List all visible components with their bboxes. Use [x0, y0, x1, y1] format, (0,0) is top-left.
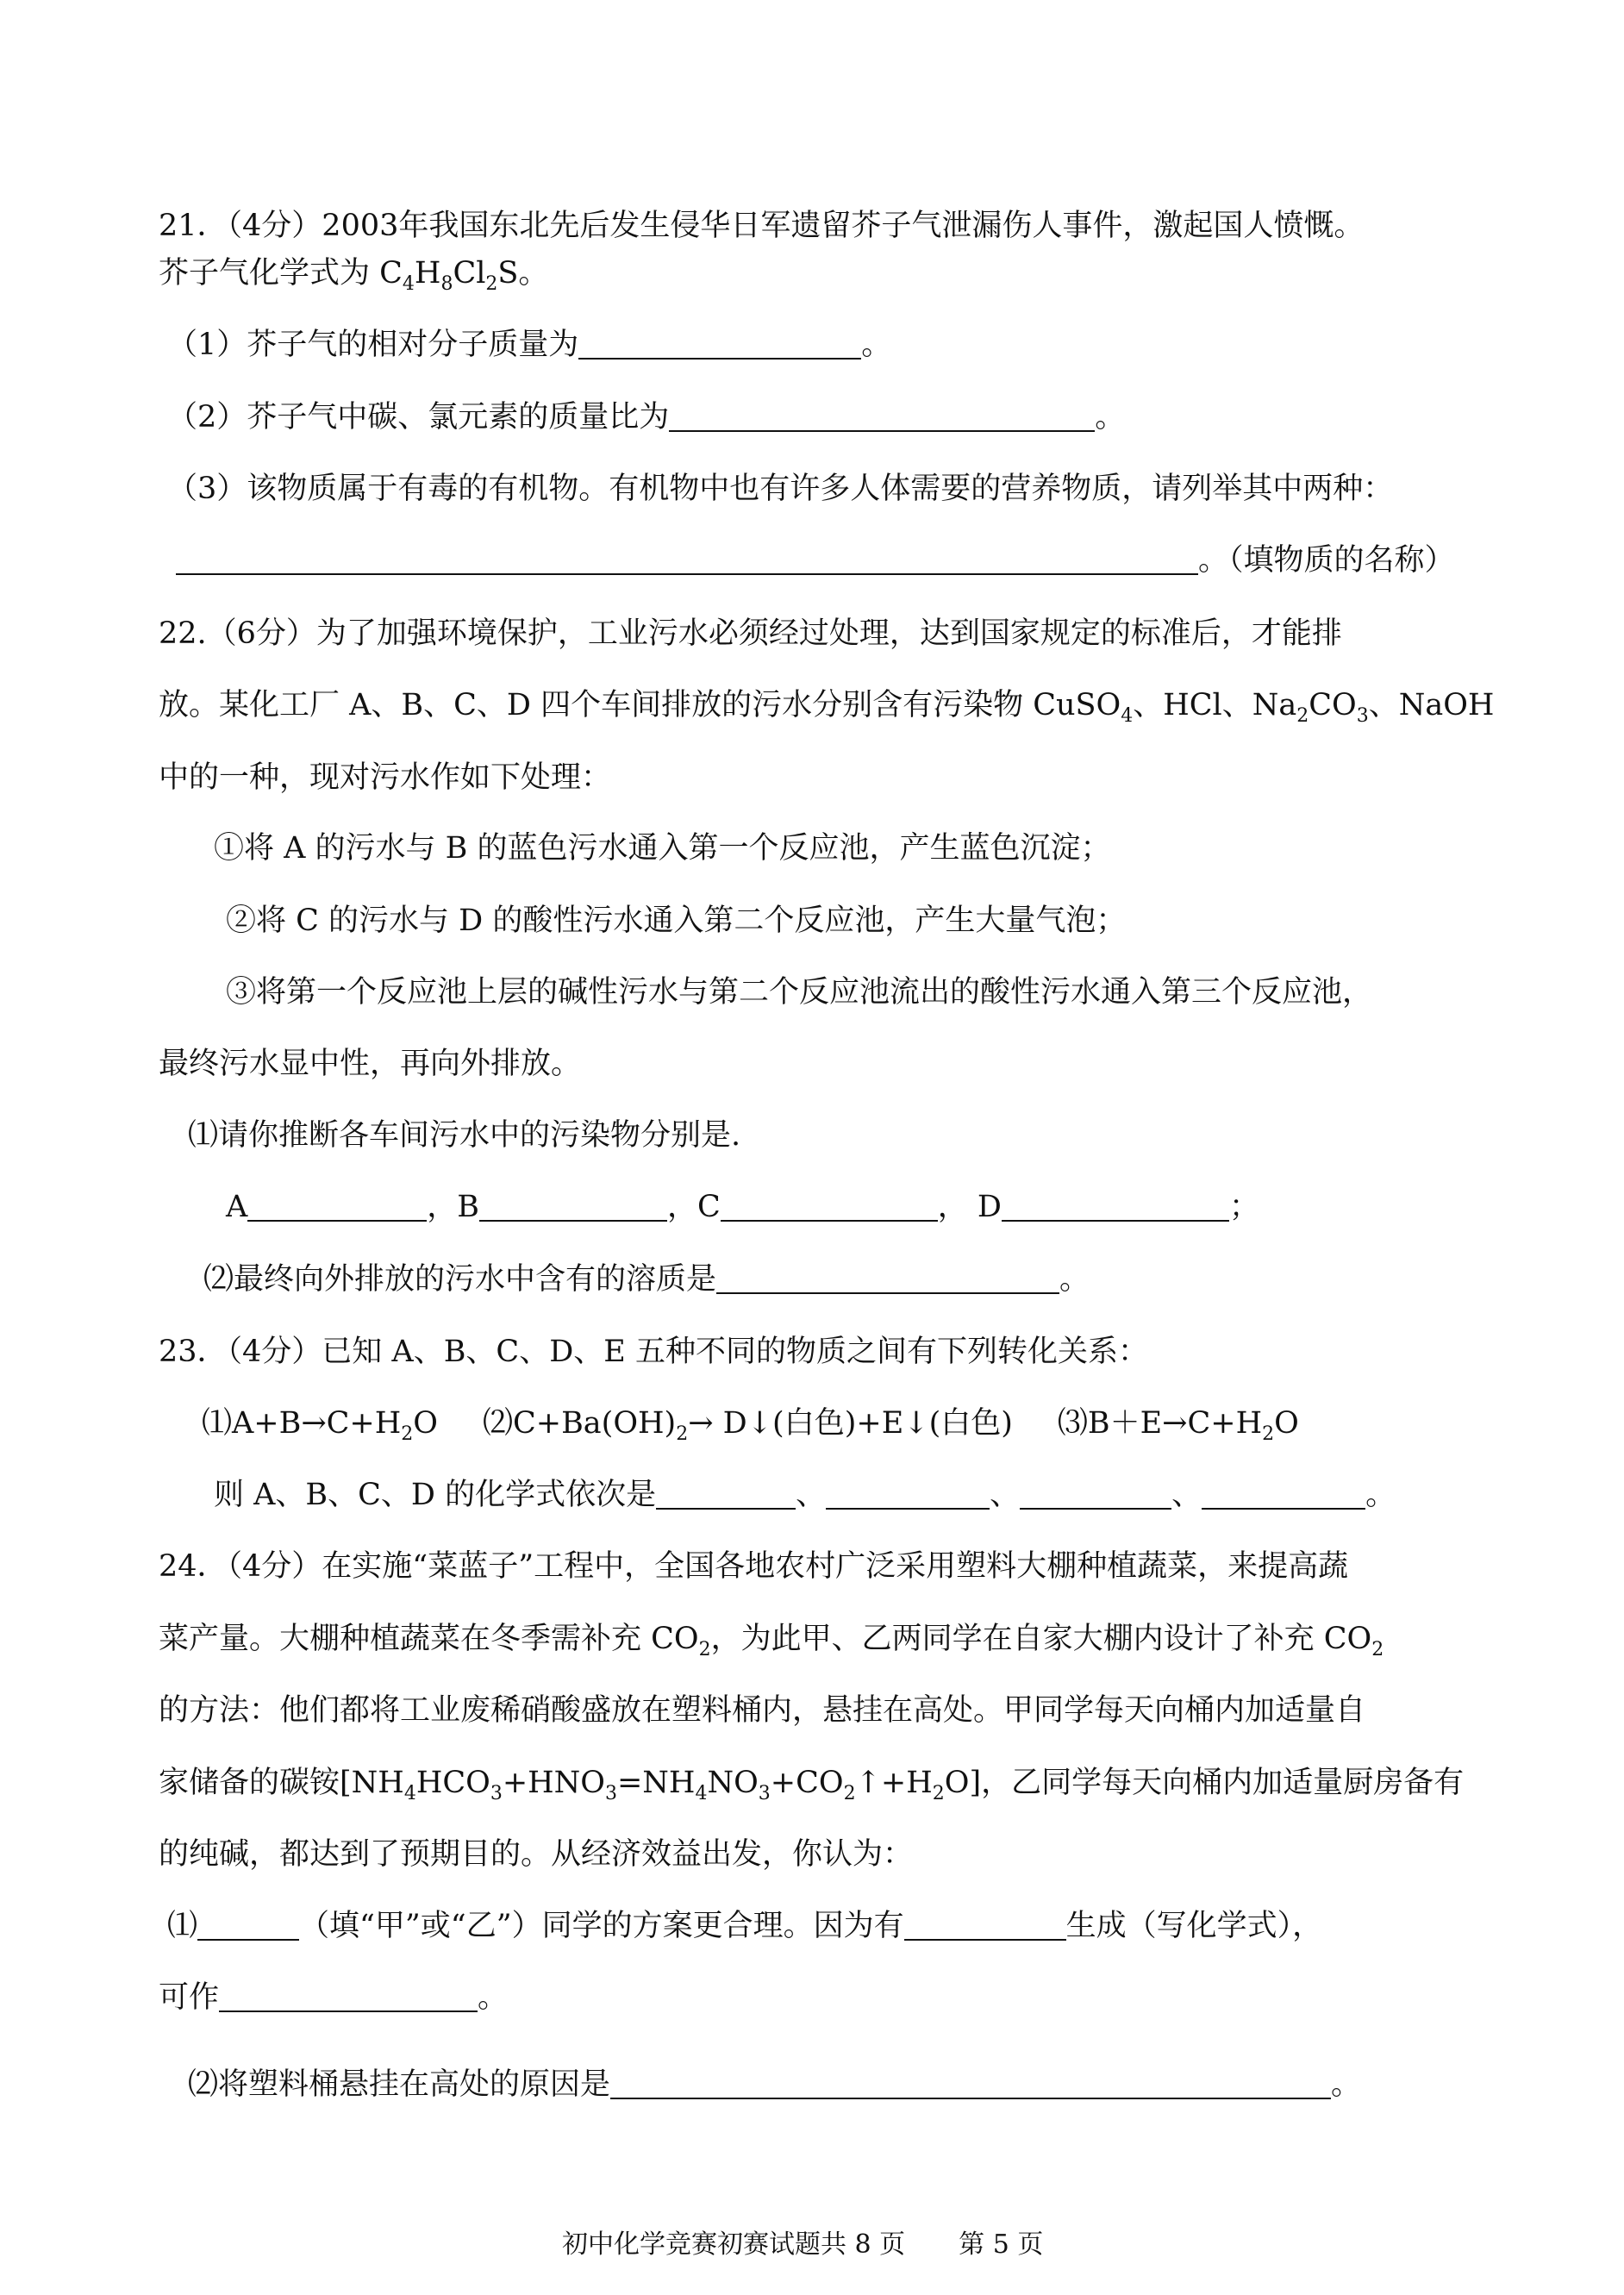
answer-blank[interactable]: [610, 2068, 1331, 2099]
answer-blank[interactable]: [826, 1479, 990, 1510]
q21-line-1: 21．（4分）2003年我国东北先后发生侵华日军遗留芥子气泄漏伤人事件，激起国人愤慨。: [159, 209, 1365, 243]
q22-step-2: ②将 C 的污水与 D 的酸性污水通入第二个反应池，产生大量气泡；: [226, 904, 1127, 938]
q24-line-5: 的纯碱，都达到了预期目的。从经济效益出发，你认为：: [159, 1837, 914, 1872]
q22-step-1: ①将 A 的污水与 B 的蓝色污水通入第一个反应池，产生蓝色沉淀；: [214, 831, 1111, 866]
q24-ask-2: ⑵将塑料桶悬挂在高处的原因是 。: [188, 2067, 1362, 2102]
q23-line-1: 23．（4分）已知 A、B、C、D、E 五种不同的物质之间有下列转化关系：: [159, 1335, 1148, 1369]
q24-line-4: 家储备的碳铵$[NH_4HCO_3+HNO_3=NH_4NO_3+CO_2↑+H_2O]$，乙同学每天向桶内加适量厨房备有: [159, 1766, 1465, 1804]
q21-part-3-answer: 。（填物质的名称）: [176, 540, 1455, 581]
answer-blank-d[interactable]: [1002, 1191, 1229, 1222]
answer-blank[interactable]: [1020, 1479, 1171, 1510]
answer-blank[interactable]: [1202, 1479, 1365, 1510]
q22-ask-1: ⑴请你推断各车间污水中的污染物分别是.: [188, 1118, 741, 1153]
q24-line-1: 24．（4分）在实施“菜蓝子”工程中，全国各地农村广泛采用塑料大棚种植蔬菜，来提高蔬: [159, 1549, 1349, 1584]
answer-blank[interactable]: [716, 1263, 1059, 1294]
q22-ask-2: ⑵最终向外排放的污水中含有的溶质是 。: [203, 1262, 1090, 1297]
q22-step-3: ③将第一个反应池上层的碱性污水与第二个反应池流出的酸性污水通入第三个反应池，: [226, 975, 1373, 1010]
page-footer: [562, 2223, 1096, 2261]
answer-blank[interactable]: [904, 1910, 1066, 1941]
answer-blank[interactable]: [669, 401, 1095, 432]
q22-line-2: 放。某化工厂 A、B、C、D 四个车间排放的污水分别含有污染物 CuSO$_4$、HCl、$Na_2CO_3$、NaOH: [159, 688, 1495, 727]
q22-answer-line: A ，B ，C ， D ；: [226, 1190, 1259, 1224]
q23-answer-line: 则 A、B、C、D 的化学式依次是 、 、 、 。: [214, 1478, 1396, 1512]
q24-line-3: 的方法：他们都将工业废稀硝酸盛放在塑料桶内，悬挂在高处。甲同学每天向桶内加适量自: [159, 1693, 1366, 1728]
answer-blank-c[interactable]: [721, 1191, 938, 1222]
answer-blank[interactable]: [656, 1479, 796, 1510]
answer-blank-b[interactable]: [479, 1191, 667, 1222]
q21-part-1: （1）芥子气的相对分子质量为 。: [167, 328, 892, 362]
answer-blank[interactable]: [197, 1910, 299, 1941]
q24-ask-1-cont: 可作 。: [159, 1980, 509, 2015]
q24-ask-1: ⑴ （填“甲”或“乙”）同学的方案更合理。因为有 生成（写化学式），: [167, 1909, 1323, 1943]
q24-line-2: 菜产量。大棚种植蔬菜在冬季需补充 $CO_2$，为此甲、乙两同学在自家大棚内设计了补充 $CO_2$: [159, 1622, 1384, 1660]
answer-blank[interactable]: [176, 544, 1198, 575]
answer-blank[interactable]: [578, 328, 861, 360]
answer-blank[interactable]: [219, 1981, 478, 2012]
q21-part-3: （3）该物质属于有毒的有机物。有机物中也有许多人体需要的营养物质，请列举其中两种：: [167, 472, 1394, 506]
q23-reactions: $⑴A+B\to C+H_2O$ $⑵C+Ba(OH)_2\to$ D↓(白色)+E↓(白色) $⑶B+E\to C+H_2O$: [202, 1406, 1299, 1445]
q22-line-1: 22.（6分）为了加强环境保护，工业污水必须经过处理，达到国家规定的标准后，才能排: [159, 616, 1342, 651]
q21-formula-line: 芥子气化学式为 $C_4H_8Cl_2S$。: [159, 256, 549, 295]
q22-line-3: 中的一种，现对污水作如下处理：: [159, 760, 612, 795]
answer-blank-a[interactable]: [247, 1191, 427, 1222]
q21-part-2: （2）芥子气中碳、氯元素的质量比为 。: [167, 400, 1126, 435]
footer-page-number: 第 5 页: [959, 2229, 1044, 2260]
footer-total-pages: 初中化学竞赛初赛试题共 8 页: [562, 2229, 906, 2260]
q22-step-3-cont: 最终污水显中性，再向外排放。: [159, 1047, 582, 1081]
